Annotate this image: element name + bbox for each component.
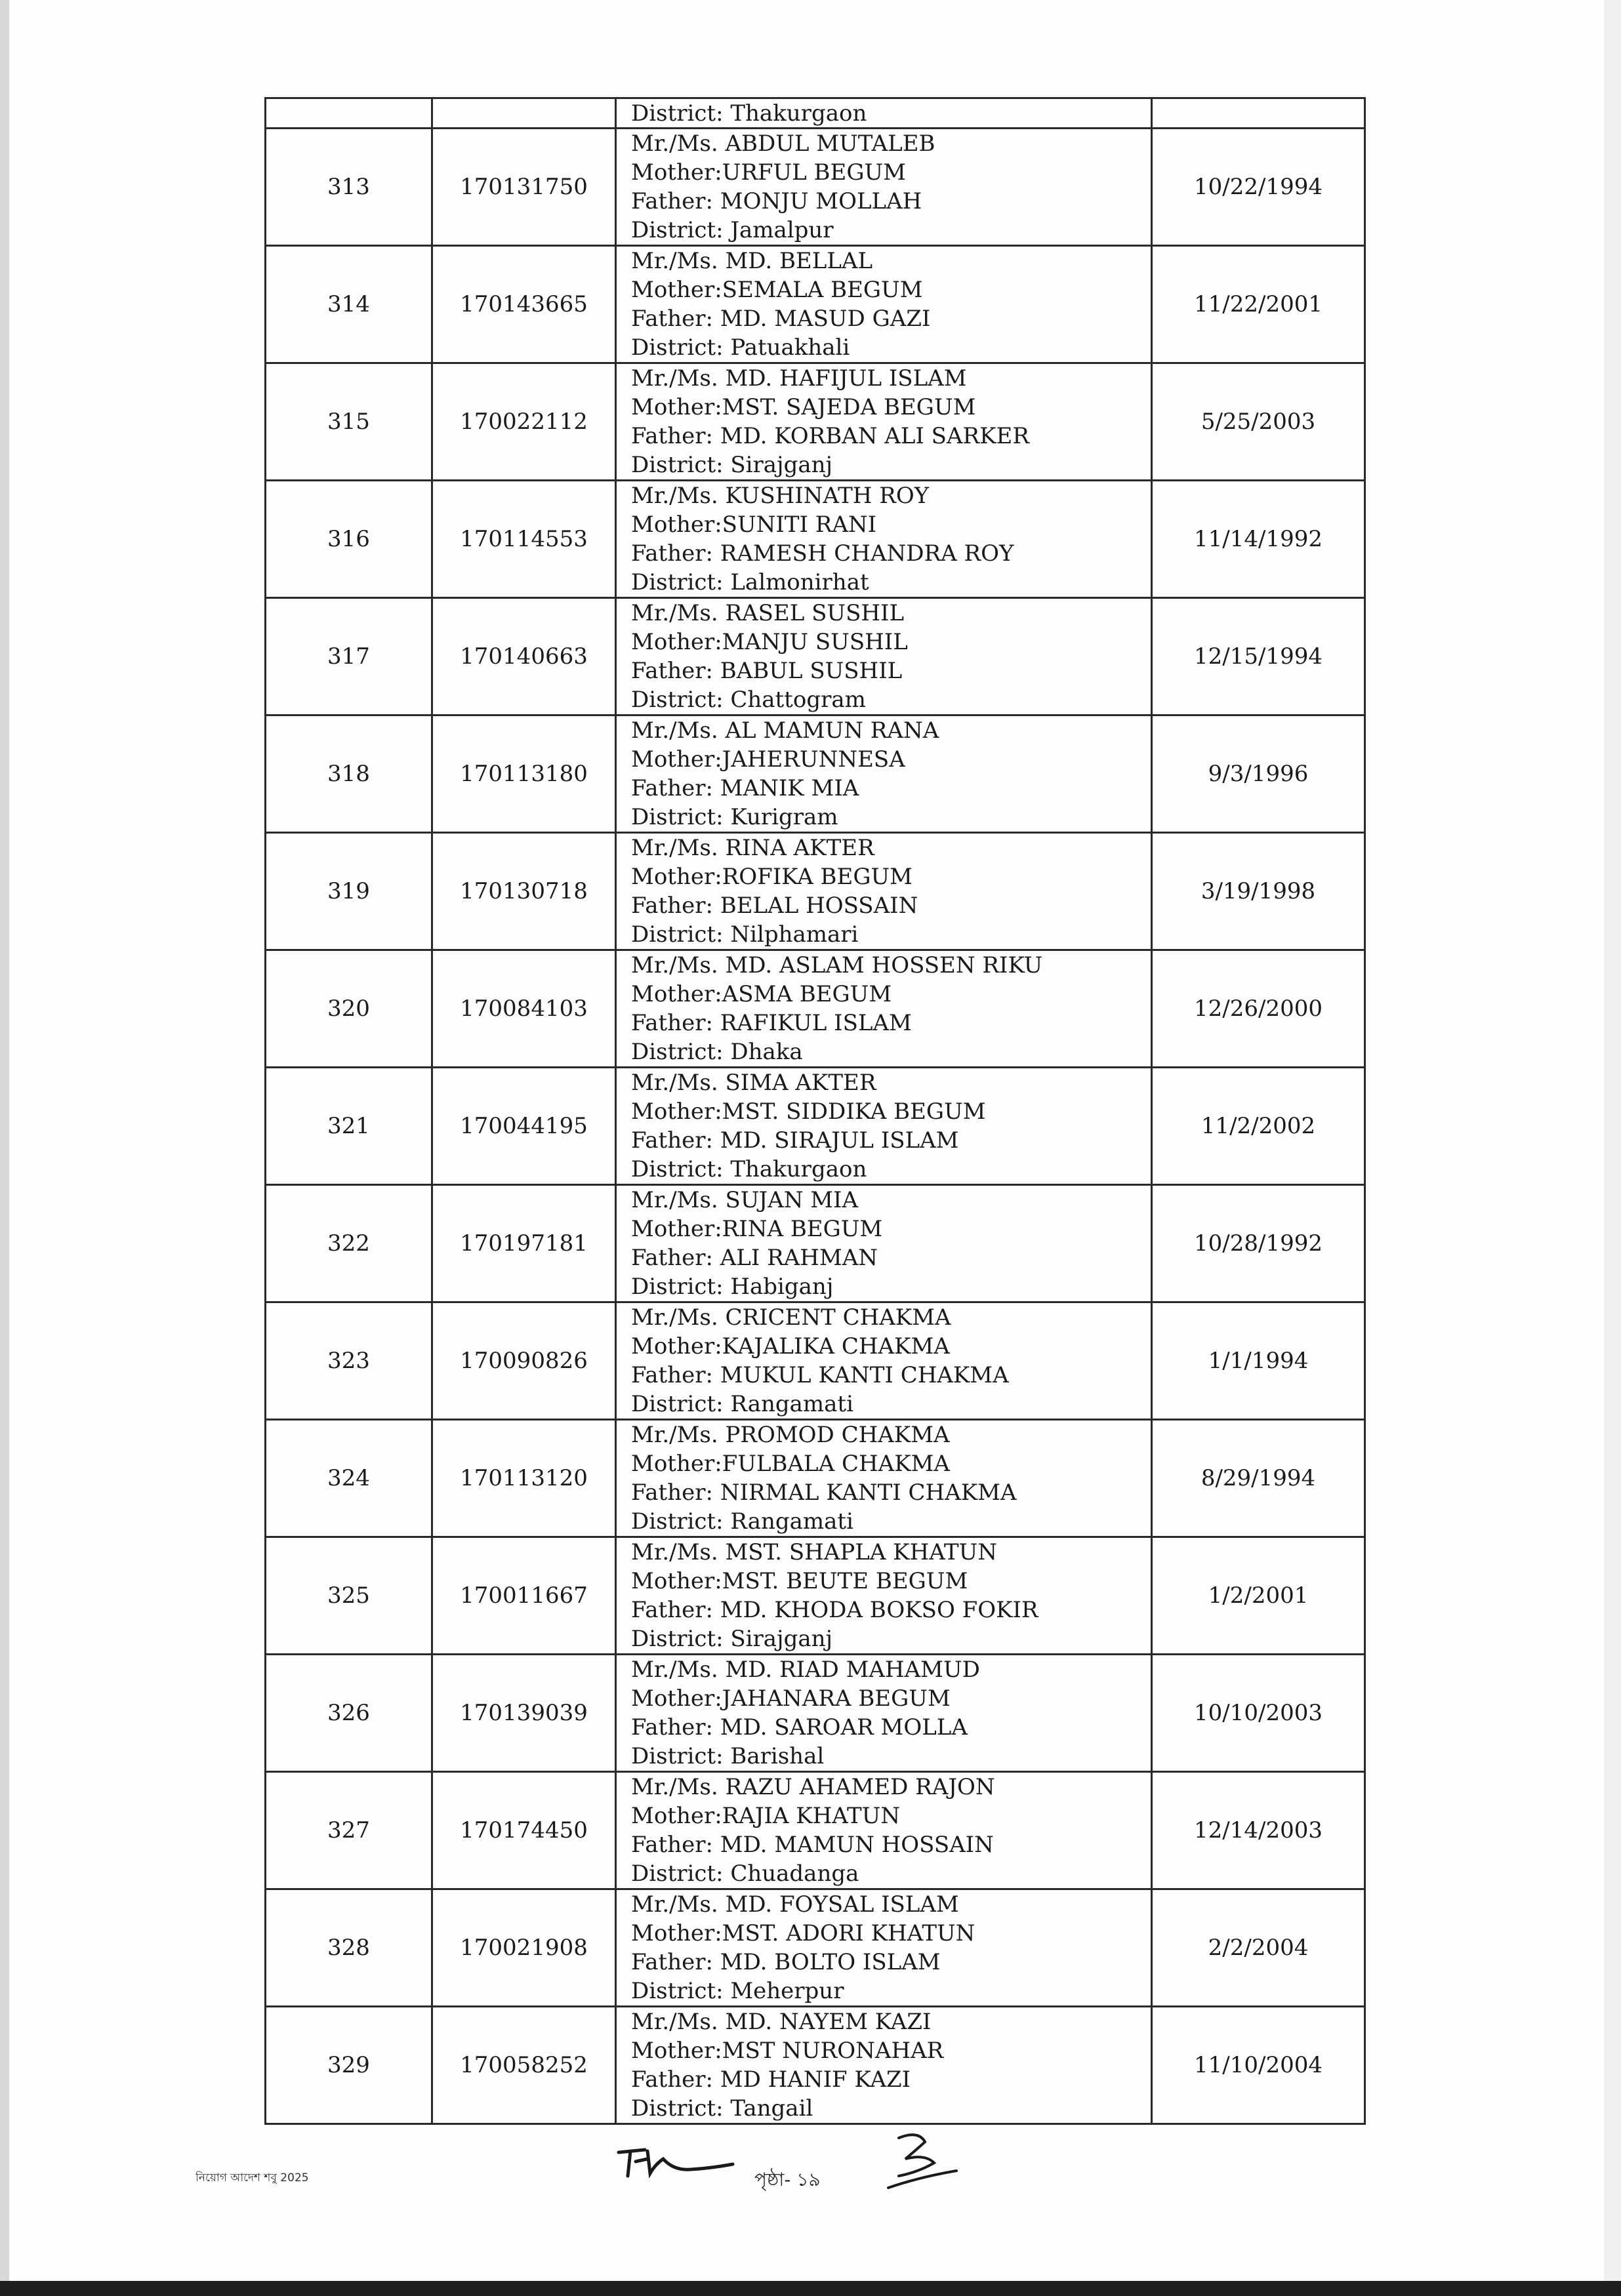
info-cell	[616, 1185, 1152, 1302]
roll-cell: 170140663	[432, 598, 616, 715]
serial-cell: 328	[266, 1889, 432, 2007]
father-line: Father: RAMESH CHANDRA ROY	[631, 540, 1014, 567]
table-row	[266, 833, 1365, 950]
father-line: Father: ALI RAHMAN	[631, 1245, 878, 1271]
info-cell	[616, 246, 1152, 363]
info-cell	[616, 481, 1152, 598]
serial-cell: 323	[266, 1302, 432, 1420]
table-row	[266, 1068, 1365, 1185]
father-line: Father: MUKUL KANTI CHAKMA	[631, 1362, 1009, 1388]
table-row	[266, 2007, 1365, 2124]
serial-cell: 324	[266, 1420, 432, 1537]
father-line: Father: RAFIKUL ISLAM	[631, 1010, 912, 1036]
info-cell	[616, 1889, 1152, 2007]
initials-signature-2	[879, 2125, 964, 2197]
district-line: District: Kurigram	[631, 804, 838, 830]
dob-cell: 1/1/1994	[1152, 1302, 1365, 1420]
district-line: District: Rangamati	[631, 1508, 853, 1535]
district-line: District: Dhaka	[631, 1039, 803, 1065]
roll-cell: 170113180	[432, 715, 616, 833]
table-row	[266, 1302, 1365, 1420]
mother-line: Mother:SEMALA BEGUM	[631, 277, 923, 303]
scan-right-edge	[1604, 0, 1621, 2296]
serial-cell: 320	[266, 950, 432, 1068]
table-row	[266, 1537, 1365, 1655]
father-line: Father: NIRMAL KANTI CHAKMA	[631, 1480, 1017, 1506]
serial-cell: 322	[266, 1185, 432, 1302]
roll-cell: 170044195	[432, 1068, 616, 1185]
candidate-table	[264, 97, 1366, 2125]
father-line: Father: MD. KHODA BOKSO FOKIR	[631, 1597, 1038, 1623]
father-line: Father: BABUL SUSHIL	[631, 658, 903, 684]
dob-cell: 12/14/2003	[1152, 1772, 1365, 1889]
dob-cell: 9/3/1996	[1152, 715, 1365, 833]
info-cell	[616, 1420, 1152, 1537]
serial-cell: 321	[266, 1068, 432, 1185]
mother-line: Mother:RINA BEGUM	[631, 1216, 883, 1242]
district-line: District: Rangamati	[631, 1391, 853, 1417]
info-cell	[616, 833, 1152, 950]
dob-cell: 12/15/1994	[1152, 598, 1365, 715]
info-cell	[616, 1068, 1152, 1185]
father-line: Father: MD. SIRAJUL ISLAM	[631, 1127, 959, 1154]
serial-cell: 315	[266, 363, 432, 481]
dob-cell: 10/22/1994	[1152, 129, 1365, 246]
name-line: Mr./Ms. RINA AKTER	[631, 835, 874, 861]
table-row	[266, 1772, 1365, 1889]
scan-left-edge	[0, 0, 9, 2296]
serial-cell: 326	[266, 1655, 432, 1772]
roll-cell: 170197181	[432, 1185, 616, 1302]
mother-line: Mother:MST. SIDDIKA BEGUM	[631, 1098, 986, 1125]
roll-cell: 170113120	[432, 1420, 616, 1537]
father-line: Father: MD. MASUD GAZI	[631, 306, 931, 332]
name-line: Mr./Ms. SIMA AKTER	[631, 1070, 876, 1096]
info-cell	[616, 363, 1152, 481]
footer-note: নিয়োগ আদেশ শবু 2025	[195, 2171, 309, 2185]
roll-cell	[432, 98, 616, 129]
district-line: District: Nilphamari	[631, 921, 859, 948]
name-line: Mr./Ms. MD. ASLAM HOSSEN RIKU	[631, 952, 1043, 978]
info-cell	[616, 715, 1152, 833]
mother-line: Mother:MST. SAJEDA BEGUM	[631, 394, 976, 420]
name-line: Mr./Ms. SUJAN MIA	[631, 1187, 859, 1213]
table-row	[266, 598, 1365, 715]
roll-cell: 170084103	[432, 950, 616, 1068]
name-line: Mr./Ms. MD. RIAD MAHAMUD	[631, 1657, 980, 1683]
dob-cell: 11/2/2002	[1152, 1068, 1365, 1185]
district-line: District: Thakurgaon	[631, 1156, 867, 1182]
father-line: Father: MD. MAMUN HOSSAIN	[631, 1832, 994, 1858]
roll-cell: 170131750	[432, 129, 616, 246]
mother-line: Mother:RAJIA KHATUN	[631, 1803, 901, 1829]
district-line: District: Lalmonirhat	[631, 569, 869, 595]
mother-line: Mother:ROFIKA BEGUM	[631, 864, 913, 890]
father-line: Father: MD HANIF KAZI	[631, 2066, 911, 2093]
roll-cell: 170021908	[432, 1889, 616, 2007]
mother-line: Mother:JAHERUNNESA	[631, 746, 905, 773]
father-line: Father: MD. KORBAN ALI SARKER	[631, 423, 1029, 449]
table-row	[266, 715, 1365, 833]
scan-bottom-edge	[0, 2281, 1621, 2296]
table-row	[266, 1185, 1365, 1302]
name-line: Mr./Ms. MD. NAYEM KAZI	[631, 2009, 932, 2035]
mother-line: Mother:KAJALIKA CHAKMA	[631, 1333, 950, 1359]
info-cell	[616, 2007, 1152, 2124]
mother-line: Mother:MST. ADORI KHATUN	[631, 1920, 975, 1946]
serial-cell: 318	[266, 715, 432, 833]
father-line: Father: BELAL HOSSAIN	[631, 893, 918, 919]
name-line: Mr./Ms. RASEL SUSHIL	[631, 600, 905, 626]
mother-line: Mother:MANJU SUSHIL	[631, 629, 908, 655]
district-line: District: Tangail	[631, 2095, 813, 2122]
roll-cell: 170174450	[432, 1772, 616, 1889]
name-line: Mr./Ms. CRICENT CHAKMA	[631, 1304, 951, 1331]
info-cell	[616, 98, 1152, 129]
table-row	[266, 246, 1365, 363]
district-line: District: Meherpur	[631, 1978, 844, 2004]
serial-cell: 327	[266, 1772, 432, 1889]
dob-cell: 12/26/2000	[1152, 950, 1365, 1068]
mother-line: Mother:MST NURONAHAR	[631, 2038, 944, 2064]
name-line: Mr./Ms. RAZU AHAMED RAJON	[631, 1774, 995, 1800]
roll-cell: 170011667	[432, 1537, 616, 1655]
roll-cell: 170090826	[432, 1302, 616, 1420]
roll-cell: 170130718	[432, 833, 616, 950]
name-line: Mr./Ms. AL MAMUN RANA	[631, 717, 939, 744]
name-line: Mr./Ms. ABDUL MUTALEB	[631, 131, 935, 157]
district-line: District: Habiganj	[631, 1274, 834, 1300]
dob-cell: 1/2/2001	[1152, 1537, 1365, 1655]
roll-cell: 170058252	[432, 2007, 616, 2124]
table-row	[266, 129, 1365, 246]
serial-cell: 319	[266, 833, 432, 950]
district-line: District: Patuakhali	[631, 334, 850, 361]
father-line: Father: MD. BOLTO ISLAM	[631, 1949, 941, 1975]
mother-line: Mother:JAHANARA BEGUM	[631, 1685, 951, 1712]
serial-cell: 317	[266, 598, 432, 715]
info-cell	[616, 950, 1152, 1068]
table-row	[266, 481, 1365, 598]
dob-cell: 11/14/1992	[1152, 481, 1365, 598]
table-row	[266, 950, 1365, 1068]
roll-cell: 170143665	[432, 246, 616, 363]
dob-cell: 11/22/2001	[1152, 246, 1365, 363]
name-line: Mr./Ms. MD. HAFIJUL ISLAM	[631, 365, 967, 392]
info-cell	[616, 598, 1152, 715]
dob-cell: 8/29/1994	[1152, 1420, 1365, 1537]
initials-signature-1	[613, 2139, 764, 2192]
table-row	[266, 363, 1365, 481]
district-line: District: Chattogram	[631, 687, 866, 713]
dob-cell: 11/10/2004	[1152, 2007, 1365, 2124]
dob-cell: 2/2/2004	[1152, 1889, 1365, 2007]
table-row	[266, 1655, 1365, 1772]
district-line: District: Barishal	[631, 1743, 825, 1769]
info-cell	[616, 1537, 1152, 1655]
serial-cell	[266, 98, 432, 129]
district-line: District: Jamalpur	[631, 217, 834, 243]
serial-cell: 329	[266, 2007, 432, 2124]
mother-line: Mother:URFUL BEGUM	[631, 159, 906, 186]
serial-cell: 313	[266, 129, 432, 246]
table-row	[266, 1889, 1365, 2007]
info-cell	[616, 129, 1152, 246]
roll-cell: 170022112	[432, 363, 616, 481]
father-line: Father: MD. SAROAR MOLLA	[631, 1714, 968, 1741]
name-line: Mr./Ms. MD. BELLAL	[631, 248, 873, 274]
mother-line: Mother:ASMA BEGUM	[631, 981, 892, 1007]
name-line: Mr./Ms. MD. FOYSAL ISLAM	[631, 1891, 959, 1918]
table-row-continued	[266, 98, 1365, 129]
serial-cell: 325	[266, 1537, 432, 1655]
father-line: Father: MANIK MIA	[631, 775, 859, 801]
dob-cell	[1152, 98, 1365, 129]
page-number: পৃষ্ঠা- ১৯	[754, 2169, 821, 2190]
district-line: District: Chuadanga	[631, 1861, 859, 1887]
father-line: Father: MONJU MOLLAH	[631, 188, 922, 214]
info-cell	[616, 1302, 1152, 1420]
dob-cell: 10/10/2003	[1152, 1655, 1365, 1772]
name-line: Mr./Ms. MST. SHAPLA KHATUN	[631, 1539, 998, 1565]
table-row	[266, 1420, 1365, 1537]
roll-cell: 170114553	[432, 481, 616, 598]
serial-cell: 314	[266, 246, 432, 363]
dob-cell: 10/28/1992	[1152, 1185, 1365, 1302]
name-line: Mr./Ms. PROMOD CHAKMA	[631, 1422, 950, 1448]
dob-cell: 5/25/2003	[1152, 363, 1365, 481]
district-line: District: Thakurgaon	[631, 100, 867, 127]
name-line: Mr./Ms. KUSHINATH ROY	[631, 483, 930, 509]
roll-cell: 170139039	[432, 1655, 616, 1772]
mother-line: Mother:SUNITI RANI	[631, 512, 877, 538]
info-cell	[616, 1655, 1152, 1772]
mother-line: Mother:MST. BEUTE BEGUM	[631, 1568, 968, 1594]
dob-cell: 3/19/1998	[1152, 833, 1365, 950]
mother-line: Mother:FULBALA CHAKMA	[631, 1451, 950, 1477]
district-line: District: Sirajganj	[631, 452, 833, 478]
district-line: District: Sirajganj	[631, 1626, 833, 1652]
info-cell	[616, 1772, 1152, 1889]
serial-cell: 316	[266, 481, 432, 598]
